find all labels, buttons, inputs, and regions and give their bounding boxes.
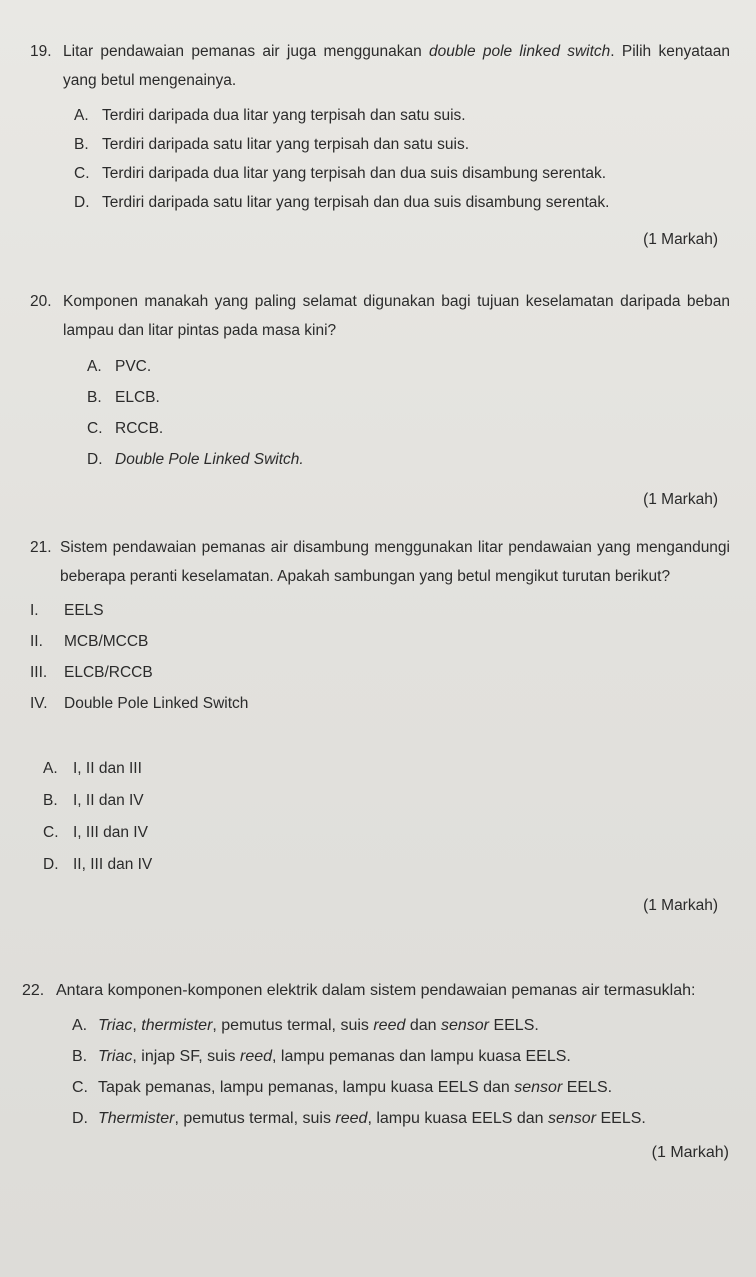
statement-item: III. ELCB/RCCB bbox=[30, 664, 153, 681]
marks-label: (1 Markah) bbox=[643, 897, 718, 914]
question-number: 20. bbox=[30, 293, 52, 310]
statement-item: I. EELS bbox=[30, 602, 104, 619]
question-21 bbox=[30, 533, 730, 920]
option-a[interactable]: A. PVC. bbox=[87, 358, 152, 375]
marks-label: (1 Markah) bbox=[651, 1144, 729, 1161]
question-number: 22. bbox=[22, 982, 45, 999]
question-number: 21. bbox=[30, 539, 52, 556]
marks-label: (1 Markah) bbox=[643, 231, 718, 248]
option-d[interactable]: D. Double Pole Linked Switch. bbox=[87, 451, 304, 468]
option-b[interactable]: B. I, II dan IV bbox=[43, 792, 144, 809]
option-a[interactable]: A. Triac, thermister, pemutus termal, suis reed dan sensor EELS. bbox=[72, 1017, 539, 1034]
option-c[interactable]: C. RCCB. bbox=[87, 420, 164, 437]
option-a[interactable]: A. Terdiri daripada dua litar yang terpisah dan satu suis. bbox=[74, 107, 466, 124]
question-19 bbox=[30, 37, 730, 254]
question-stem bbox=[30, 533, 730, 591]
question-20 bbox=[30, 287, 730, 514]
statement-list bbox=[30, 595, 730, 719]
option-b[interactable]: B. Triac, injap SF, suis reed, lampu pemanas dan lampu kuasa EELS. bbox=[72, 1048, 571, 1065]
option-c[interactable]: C. Tapak pemanas, lampu pemanas, lampu kuasa EELS dan sensor EELS. bbox=[72, 1079, 613, 1096]
statement-item: IV. Double Pole Linked Switch bbox=[30, 695, 249, 712]
option-d[interactable]: D. Thermister, pemutus termal, suis reed, lampu kuasa EELS dan sensor EELS. bbox=[72, 1110, 646, 1127]
question-stem bbox=[30, 37, 730, 95]
option-c[interactable]: C. I, III dan IV bbox=[43, 824, 148, 841]
option-d[interactable]: D. II, III dan IV bbox=[43, 856, 153, 873]
option-d[interactable]: D. Terdiri daripada satu litar yang terpisah dan dua suis disambung serentak. bbox=[74, 194, 610, 211]
marks-label: (1 Markah) bbox=[643, 491, 718, 508]
question-stem bbox=[22, 975, 737, 1006]
question-text: Litar pendawaian pemanas air juga menggunakan double pole linked switch. Pilih kenyataan yang betul mengenainya. bbox=[63, 43, 730, 89]
option-a[interactable]: A. I, II dan III bbox=[43, 760, 142, 777]
question-text: Sistem pendawaian pemanas air disambung menggunakan litar pendawaian yang mengandungi beberapa peranti keselamatan. Apakah sambungan yang betul mengikut turutan berikut? bbox=[60, 539, 730, 585]
statement-item: II. MCB/MCCB bbox=[30, 633, 149, 650]
option-c[interactable]: C. Terdiri daripada dua litar yang terpisah dan dua suis disambung serentak. bbox=[74, 165, 607, 182]
question-number: 19. bbox=[30, 43, 52, 60]
question-stem bbox=[30, 287, 730, 345]
question-text: Antara komponen-komponen elektrik dalam sistem pendawaian pemanas air termasuklah: bbox=[56, 982, 696, 999]
option-b[interactable]: B. ELCB. bbox=[87, 389, 160, 406]
option-b[interactable]: B. Terdiri daripada satu litar yang terpisah dan satu suis. bbox=[74, 136, 470, 153]
question-22 bbox=[22, 975, 737, 1167]
question-text: Komponen manakah yang paling selamat digunakan bagi tujuan keselamatan daripada beban lampau dan litar pintas pada masa kini? bbox=[63, 293, 730, 339]
